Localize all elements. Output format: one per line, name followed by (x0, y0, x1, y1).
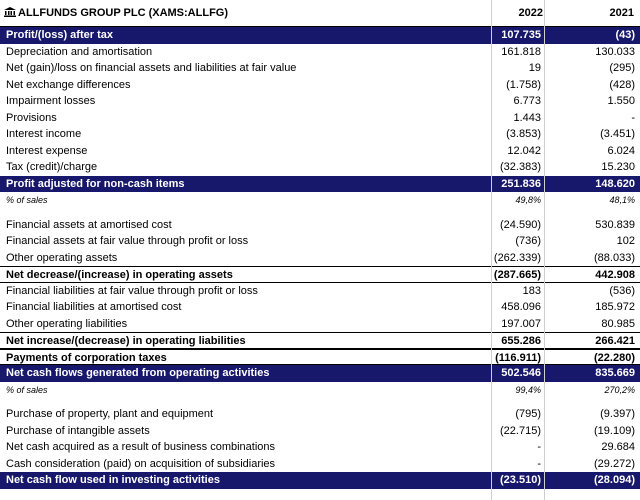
row-label: Profit adjusted for non-cash items (6, 177, 185, 190)
value-2021: (43) (615, 29, 635, 41)
value-2021: (295) (609, 62, 635, 74)
bank-icon (4, 7, 16, 17)
row-label: Profit/(loss) after tax (6, 29, 113, 41)
row-label: Financial liabilities at fair value through profit or loss (6, 284, 258, 297)
value-2021: 1.550 (607, 95, 635, 107)
row-label: Payments of corporation taxes (6, 351, 167, 364)
col-header-2021: 2021 (609, 7, 634, 19)
value-2021: 442.908 (595, 269, 635, 281)
column-divider (544, 0, 545, 500)
row-label: Financial assets at fair value through profit or loss (6, 235, 249, 247)
value-2021: 102 (616, 235, 635, 247)
row-label: Net cash flows generated from operating activities (6, 367, 270, 379)
row-label: Net decrease/(increase) in operating assets (6, 269, 233, 281)
value-2021: 270,2% (604, 384, 635, 395)
value-2021: 530.839 (595, 218, 635, 231)
value-2022: 19 (528, 62, 541, 74)
value-2022: - (537, 441, 541, 453)
row-label: Provisions (6, 111, 57, 124)
value-2022: 6.773 (513, 95, 541, 107)
value-2021: (29.272) (594, 457, 635, 470)
value-2022: (3.853) (506, 128, 541, 140)
value-2022: (32.383) (500, 161, 541, 173)
value-2021: 148.620 (595, 177, 635, 190)
value-2022: 183 (522, 284, 541, 297)
value-2022: 99,4% (515, 384, 541, 395)
row-label: Net cash acquired as a result of business combinations (6, 441, 276, 453)
row-label: % of sales (6, 195, 48, 205)
value-2022: (795) (515, 408, 541, 420)
row-label: Tax (credit)/charge (6, 161, 98, 173)
value-2022: 502.546 (501, 367, 541, 379)
row-label: Purchase of intangible assets (6, 424, 150, 437)
value-2021: (428) (609, 78, 635, 91)
value-2022: - (537, 457, 541, 470)
value-2021: 185.972 (595, 301, 635, 313)
value-2021: - (631, 111, 635, 124)
row-label: Impairment losses (6, 95, 96, 107)
row-label: Interest income (6, 128, 82, 140)
row-label: Net (gain)/loss on financial assets and liabilities at fair value (6, 62, 297, 74)
row-label: Net cash flow used in investing activities (6, 474, 220, 486)
value-2021: (28.094) (594, 474, 635, 486)
value-2022: (23.510) (500, 474, 541, 486)
row-label: Other operating assets (6, 251, 118, 264)
col-header-2022: 2022 (518, 7, 543, 19)
row-label: Other operating liabilities (6, 317, 128, 330)
column-divider (491, 0, 492, 500)
value-2022: 1.443 (513, 111, 541, 124)
row-label: Depreciation and amortisation (6, 45, 153, 58)
company-title (4, 0, 228, 27)
row-label: Financial liabilities at amortised cost (6, 301, 182, 313)
value-2021: (9.397) (600, 408, 635, 420)
value-2021: 15.230 (601, 161, 635, 173)
value-2022: 458.096 (501, 301, 541, 313)
value-2022: 107.735 (501, 29, 541, 41)
value-2021: 835.669 (595, 367, 635, 379)
value-2022: 161.818 (501, 45, 541, 58)
row-label: Cash consideration (paid) on acquisition of subsidiaries (6, 457, 276, 470)
row-label: Interest expense (6, 144, 88, 157)
value-2022: (22.715) (500, 424, 541, 437)
value-2022: (24.590) (500, 218, 541, 231)
value-2021: (88.033) (594, 251, 635, 264)
value-2021: 48,1% (609, 195, 635, 205)
value-2022: 49,8% (515, 195, 541, 205)
value-2022: (262.339) (493, 251, 541, 264)
value-2022: 655.286 (501, 335, 541, 347)
value-2022: (1.758) (506, 78, 541, 91)
value-2022: (116.911) (495, 351, 541, 364)
value-2021: 266.421 (595, 335, 635, 347)
value-2021: (3.451) (600, 128, 635, 140)
row-label: % of sales (6, 384, 48, 395)
value-2022: 251.836 (501, 177, 541, 190)
row-label: Purchase of property, plant and equipment (6, 408, 214, 420)
value-2021: 29.684 (601, 441, 635, 453)
value-2021: 80.985 (601, 317, 635, 330)
company-name: ALLFUNDS GROUP PLC (XAMS:ALLFG) (18, 7, 229, 19)
row-label: Net exchange differences (6, 78, 131, 91)
value-2022: 197.007 (501, 317, 541, 330)
value-2022: (287.665) (493, 269, 541, 281)
value-2021: 130.033 (595, 45, 635, 58)
value-2021: (536) (609, 284, 635, 297)
value-2021: (22.280) (594, 351, 635, 364)
value-2021: (19.109) (594, 424, 635, 437)
value-2022: 12.042 (507, 144, 541, 157)
row-label: Financial assets at amortised cost (6, 218, 172, 231)
value-2021: 6.024 (607, 144, 635, 157)
row-label: Net increase/(decrease) in operating liabilities (6, 335, 246, 347)
value-2022: (736) (515, 235, 541, 247)
